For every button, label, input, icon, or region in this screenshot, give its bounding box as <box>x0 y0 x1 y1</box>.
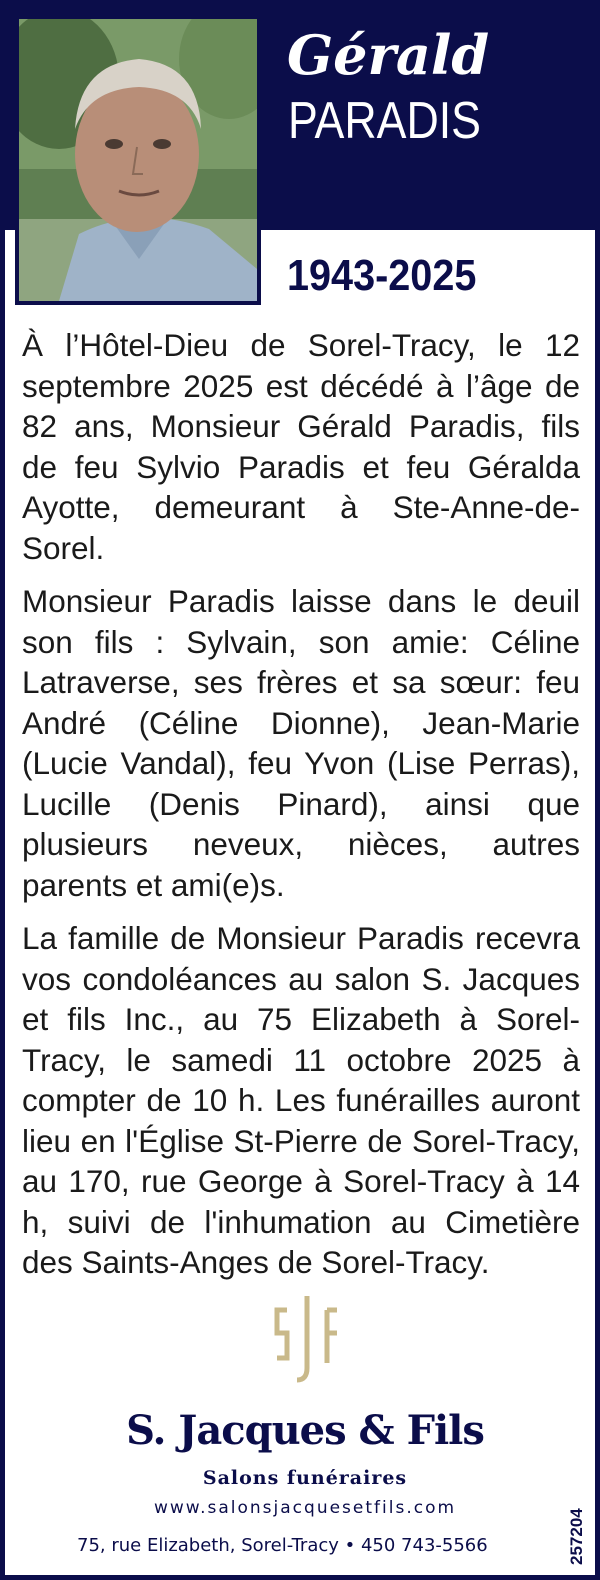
funeral-home-name: S. Jacques & Fils <box>126 1407 484 1454</box>
paragraph-survivors: Monsieur Paradis laisse dans le deuil son fils : Sylvain, son amie: Céline Latraverse, ses frères et sa sœur: feu André (Céline Dionne), Jean-Marie (Lucie Vandal), feu Yvon (Lise Perras), Lucille (Denis Pinard), ainsi que plusieurs neveux, nièces, autres parents et ami(e)s. <box>22 583 580 903</box>
last-name: PARADIS <box>288 92 482 150</box>
obituary-text <box>22 325 580 1296</box>
paragraph-death-notice: À l’Hôtel-Dieu de Sorel-Tracy, le 12 septembre 2025 est décédé à l’âge de 82 ans, Monsieur Gérald Paradis, fils de feu Sylvio Paradis et feu Géralda Ayotte, demeurant à Ste-Anne-de-Sorel. <box>22 327 580 566</box>
funeral-home-address: 75, rue Elizabeth, Sorel-Tracy • 450 743-5566 <box>77 1535 488 1556</box>
funeral-home-website[interactable]: www.salonsjacquesetfils.com <box>153 1498 457 1518</box>
funeral-home-tagline: Salons funéraires <box>202 1467 408 1489</box>
portrait-photo <box>15 15 261 305</box>
paragraph-funeral-details: La famille de Monsieur Paradis recevra vos condoléances au salon S. Jacques et fils Inc., au 75 Elizabeth à Sorel-Tracy, le samedi 11 octobre 2025 à compter de 10 h. Les funérailles auront lieu en l'Église St-Pierre de Sorel-Tracy, au 170, rue George à Sorel-Tracy à 14 h, suivi de l'inhumation au Cimetière des Saints-Anges de Sorel-Tracy. <box>22 920 580 1280</box>
life-years: 1943-2025 <box>287 251 477 300</box>
sjf-logo-icon <box>267 1288 347 1388</box>
first-name: Gérald <box>287 23 490 87</box>
ad-number: 257204 <box>567 1508 586 1565</box>
portrait-illustration <box>19 19 257 301</box>
